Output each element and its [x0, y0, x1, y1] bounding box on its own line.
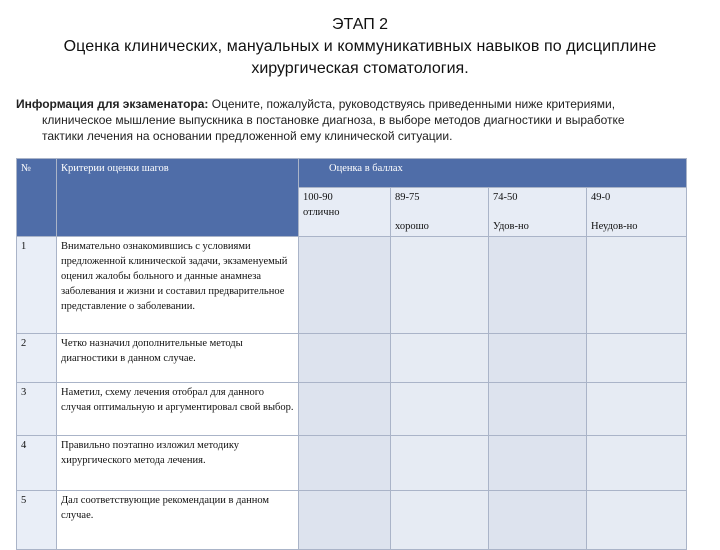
score-cell[interactable] [587, 436, 687, 491]
grade-word: хорошо [395, 221, 429, 232]
table-row [17, 383, 687, 436]
grade-range: 74-50 [493, 192, 518, 203]
document-title-line-1: Оценка клинических, мануальных и коммуникативных навыков по дисциплине [63, 38, 657, 55]
row-number: 4 [17, 436, 57, 491]
grade-range: 100-90 [303, 192, 333, 203]
score-cell[interactable] [299, 491, 391, 550]
score-cell[interactable] [391, 237, 489, 334]
grade-unsatisfactory [587, 188, 687, 237]
title-block [0, 14, 720, 80]
score-cell[interactable] [489, 383, 587, 436]
score-cell[interactable] [391, 334, 489, 383]
grade-excellent [299, 188, 391, 237]
column-header-number: № [17, 159, 57, 237]
examiner-info-line-3: тактики лечения на основании предложенной ему клинической ситуации. [42, 129, 453, 143]
grade-range: 89-75 [395, 192, 420, 203]
row-number: 1 [17, 237, 57, 334]
score-cell[interactable] [391, 491, 489, 550]
table-row [17, 334, 687, 383]
column-header-criteria: Критерии оценки шагов [57, 159, 299, 237]
score-cell[interactable] [489, 436, 587, 491]
assessment-table [16, 158, 687, 550]
score-cell[interactable] [587, 334, 687, 383]
grade-range: 49-0 [591, 192, 611, 203]
examiner-info-line-1: Оцените, пожалуйста, руководствуясь приведенными ниже критериями, [211, 97, 616, 111]
stage-title: ЭТАП 2 [331, 16, 389, 33]
score-cell[interactable] [299, 383, 391, 436]
score-cell[interactable] [489, 491, 587, 550]
row-number: 3 [17, 383, 57, 436]
grade-satisfactory [489, 188, 587, 237]
criterion-text: Наметил, схему лечения отобрал для данного случая оптимальную и аргументировал свой выбор. [57, 383, 299, 436]
table-row [17, 436, 687, 491]
score-cell[interactable] [489, 334, 587, 383]
grade-word: Неудов-но [591, 221, 638, 232]
examiner-info [16, 96, 706, 144]
criterion-text: Внимательно ознакомившись с условиями предложенной клинической задачи, экзаменуемый оценил жалобы больного и данные анамнеза заболевания и жизни и составил предварительное представление о заболевании. [57, 237, 299, 334]
document-title-line-2: хирургическая стоматология. [251, 60, 469, 77]
score-cell[interactable] [587, 237, 687, 334]
column-header-score: Оценка в баллах [299, 159, 687, 188]
row-number: 2 [17, 334, 57, 383]
table-row [17, 491, 687, 550]
examiner-info-label: Информация для экзаменатора: [16, 97, 209, 111]
row-number: 5 [17, 491, 57, 550]
score-cell[interactable] [587, 491, 687, 550]
score-cell[interactable] [299, 237, 391, 334]
score-cell[interactable] [391, 436, 489, 491]
score-cell[interactable] [391, 383, 489, 436]
examiner-info-line-2: клиническое мышление выпускника в постановке диагноза, в выборе методов диагностики и выработке [42, 113, 625, 127]
table-header-row [17, 159, 687, 188]
score-cell[interactable] [299, 334, 391, 383]
criterion-text: Дал соответствующие рекомендации в данном случае. [57, 491, 299, 550]
score-cell[interactable] [299, 436, 391, 491]
grade-word: Удов-но [493, 221, 529, 232]
grade-word: отлично [303, 207, 340, 218]
score-cell[interactable] [489, 237, 587, 334]
score-cell[interactable] [587, 383, 687, 436]
table-row [17, 237, 687, 334]
criterion-text: Четко назначил дополнительные методы диагностики в данном случае. [57, 334, 299, 383]
grade-good [391, 188, 489, 237]
criterion-text: Правильно поэтапно изложил методику хирургического метода лечения. [57, 436, 299, 491]
